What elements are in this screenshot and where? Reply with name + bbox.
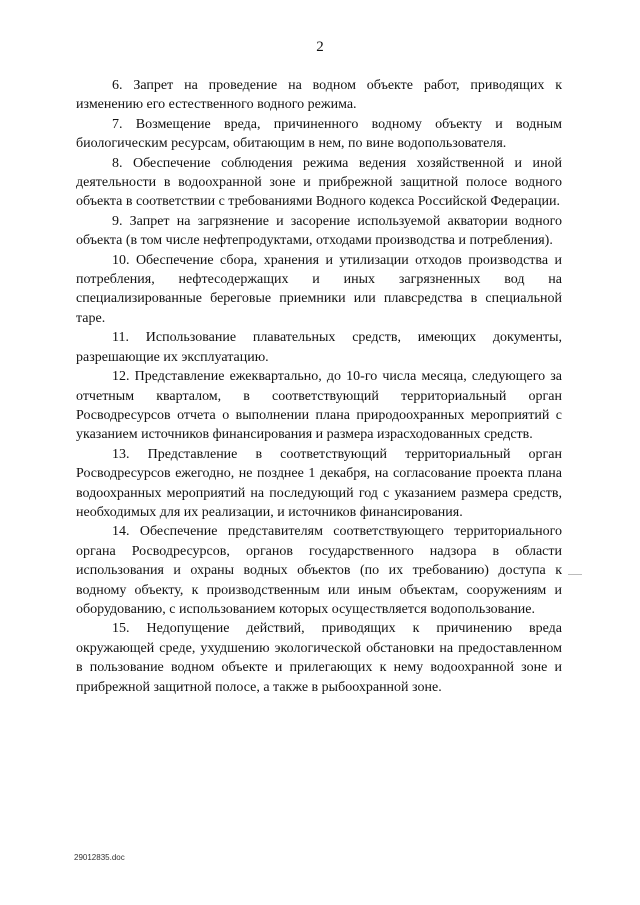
paragraph-7: 7. Возмещение вреда, причиненного водному объекту и водным биологическим ресурсам, обитающим в нем, по вине водопользователя. xyxy=(76,116,562,152)
paragraph-13: 13. Представление в соответствующий территориальный орган Росводресурсов ежегодно, не позднее 1 декабря, на согласование проекта плана водоохранных мероприятий на последующий год с указанием размера средств, необходимых для их реализации, и источников финансирования. xyxy=(76,446,562,520)
paragraph-8: 8. Обеспечение соблюдения режима ведения хозяйственной и иной деятельности в водоохранной зоне и прибрежной защитной полосе водного объекта в соответствии с требованиями Водного кодекса Российской Федерации. xyxy=(76,155,562,210)
footer-doc-name: 29012835.doc xyxy=(74,853,125,862)
margin-mark xyxy=(568,574,582,575)
paragraph-15: 15. Недопущение действий, приводящих к причинению вреда окружающей среде, ухудшению экологической обстановки на предоставленном в пользование водном объекте и прилегающих к нему водоохранной зоне и прибрежной защитной полосе, а также в рыбоохранной зоне. xyxy=(76,621,562,695)
document-body xyxy=(76,76,562,697)
paragraph-11: 11. Использование плавательных средств, имеющих документы, разрешающие их эксплуатацию. xyxy=(76,330,562,365)
paragraph-10: 10. Обеспечение сбора, хранения и утилизации отходов производства и потребления, нефтесодержащих и иных загрязненных вод на специализированные береговые приемники или плавсредства в специальной таре. xyxy=(76,252,562,326)
page-number: 2 xyxy=(316,39,324,55)
paragraph-6: 6. Запрет на проведение на водном объекте работ, приводящих к изменению его естественного водного режима. xyxy=(76,78,562,113)
paragraph-14: 14. Обеспечение представителям соответствующего территориального органа Росводресурсов, органов государственного надзора в области использования и охраны водных объектов (по их требованию) доступа к водному объекту, к производственным или иным объектам, сооружениям и оборудованию, с использованием которых осуществляется водопользование. xyxy=(76,524,562,617)
paragraph-12: 12. Представление ежеквартально, до 10-го числа месяца, следующего за отчетным кварталом, в соответствующий территориальный орган Росводресурсов отчета о выполнении плана природоохранных мероприятий с указанием источников финансирования и размера израсходованных средств. xyxy=(76,369,562,443)
paragraph-9: 9. Запрет на загрязнение и засорение используемой акватории водного объекта (в том числе нефтепродуктами, отходами производства и потребления). xyxy=(76,213,562,249)
